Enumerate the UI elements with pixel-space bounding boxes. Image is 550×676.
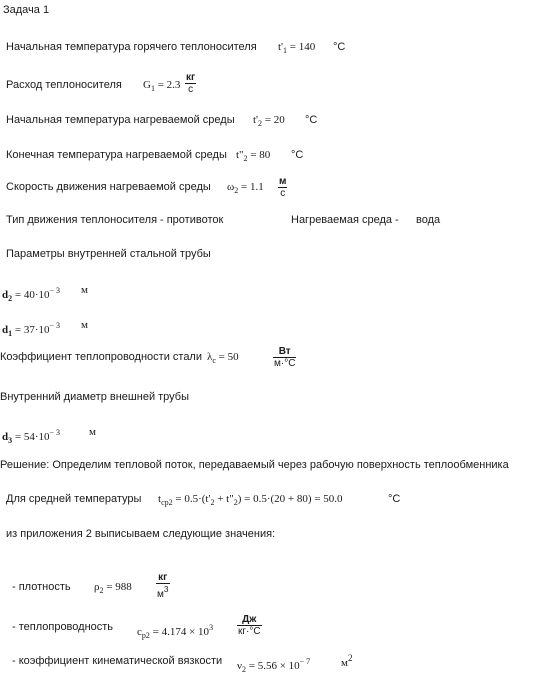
expr-part: = 0.5·(t' (172, 493, 211, 505)
value: = 37·10 (12, 324, 50, 336)
subscript: 3 (8, 436, 13, 445)
symbol: t' (278, 41, 284, 53)
subscript: 2 (241, 665, 246, 674)
expr-part: ) = 0.5·(20 + 80) = 50.0 (237, 493, 343, 505)
solution-text: Решение: Определим тепловой поток, передаваемый через рабочую поверхность теплообменника (0, 459, 509, 471)
unit-d3: м (89, 426, 96, 438)
subscript: c (212, 356, 216, 365)
symbol: d (2, 289, 9, 301)
symbol: G (143, 79, 151, 91)
unit-denominator: с (280, 188, 286, 199)
expr-part: + t" (214, 493, 234, 505)
exponent: − 3 (49, 286, 61, 295)
label-velocity: Скорость движения нагреваемой среды (6, 181, 211, 193)
formula-average-temp (158, 493, 342, 509)
unit-w2 (278, 176, 287, 199)
value: = 50 (215, 351, 239, 363)
symbol: d (2, 324, 9, 336)
unit-denominator: м (157, 589, 164, 600)
subscript: 2 (99, 586, 104, 595)
label-viscosity: - коэффициент кинематической вязкости (12, 655, 223, 667)
formula-t2-final (236, 149, 270, 165)
label-cold-initial-temp: Начальная температура нагреваемой среды (6, 114, 235, 126)
symbol: c (137, 626, 142, 638)
formula-d3 (2, 426, 60, 447)
exponent: − 3 (49, 428, 61, 437)
unit-exponent: 2 (347, 653, 353, 663)
subscript: 2 (8, 294, 13, 303)
unit-denominator: с (188, 84, 194, 95)
unit-t1: °C (333, 41, 346, 53)
formula-t2 (253, 114, 285, 130)
unit-t2: °C (305, 114, 318, 126)
unit-average-temp: °C (388, 493, 401, 505)
unit-density (156, 572, 170, 600)
unit-numerator: Дж (237, 614, 262, 626)
unit-d1: м (81, 319, 88, 331)
value: = 140 (287, 41, 316, 53)
page-title: Задача 1 (3, 4, 50, 16)
unit-g1 (185, 72, 196, 95)
appendix-text: из приложения 2 выписываем следующие значения: (6, 528, 276, 540)
label-flow-type: Тип движения теплоносителя (6, 214, 158, 226)
subscript: p2 (141, 631, 150, 640)
value-flow-type: - противоток (160, 214, 224, 226)
value: = 2.3 (154, 79, 181, 91)
unit-numerator: м (341, 657, 348, 669)
symbol: ω (227, 181, 235, 193)
formula-d2 (2, 284, 60, 305)
symbol: t" (236, 149, 244, 161)
unit-cp (237, 614, 262, 637)
unit-d2: м (81, 284, 88, 296)
formula-g1 (143, 79, 180, 95)
exponent: 3 (209, 623, 214, 632)
formula-lambda (207, 351, 239, 367)
unit-viscosity (341, 652, 353, 670)
label-steel-conductivity: Коэффициент теплопроводности стали (0, 351, 202, 363)
subscript: 1 (283, 46, 288, 55)
symbol: λ (207, 351, 213, 363)
unit-t2-final: °C (291, 149, 304, 161)
unit-lambda (273, 346, 296, 369)
heading-inner-pipe: Параметры внутренней стальной трубы (6, 248, 211, 260)
symbol: t (158, 493, 162, 505)
symbol: d (2, 431, 9, 443)
label-cold-final-temp: Конечная температура нагреваемой среды (6, 149, 227, 161)
label-density: - плотность (12, 581, 71, 593)
value: = 40·10 (12, 289, 50, 301)
symbol: ν (237, 660, 242, 672)
value: = 20 (262, 114, 285, 126)
unit-numerator: м (279, 176, 287, 187)
formula-cp (137, 621, 213, 642)
heading-outer-pipe: Внутренний диаметр внешней трубы (0, 391, 190, 403)
formula-viscosity (237, 655, 310, 676)
value-medium: вода (416, 214, 441, 226)
symbol: t' (253, 114, 259, 126)
label-average-temp: Для средней температуры (6, 493, 142, 505)
unit-exponent: 3 (163, 584, 169, 594)
unit-numerator: Вт (273, 346, 296, 358)
formula-density (94, 581, 132, 597)
label-flow-rate: Расход теплоносителя (6, 79, 122, 91)
unit-numerator: кг (156, 572, 170, 584)
symbol: ρ (94, 581, 100, 593)
value: = 4.174 × 10 (149, 626, 210, 638)
value: = 80 (247, 149, 271, 161)
subscript: 1 (150, 84, 155, 93)
subscript: 1 (8, 329, 13, 338)
value: = 54·10 (12, 431, 50, 443)
label-hot-initial-temp: Начальная температура горячего теплоносителя (6, 41, 257, 53)
exponent: − 7 (299, 657, 311, 666)
subscript: 2 (234, 186, 239, 195)
formula-w2 (227, 181, 264, 197)
value: = 5.56 × 10 (245, 660, 300, 672)
unit-numerator: кг (186, 72, 196, 83)
unit-denominator: кг·°C (238, 626, 261, 637)
label-heat-capacity: - теплопроводность (12, 621, 114, 633)
subscript: 2 (243, 154, 248, 163)
subscript: ср2 (161, 498, 173, 507)
value: = 1.1 (238, 181, 264, 193)
unit-denominator: м·°C (274, 358, 296, 369)
label-medium: Нагреваемая среда - (291, 214, 399, 226)
value: = 988 (103, 581, 132, 593)
exponent: − 3 (49, 321, 61, 330)
subscript: 2 (258, 119, 263, 128)
formula-t1 (278, 41, 315, 57)
subscript: 2 (233, 498, 238, 507)
subscript: 2 (210, 498, 215, 507)
formula-d1 (2, 319, 60, 340)
